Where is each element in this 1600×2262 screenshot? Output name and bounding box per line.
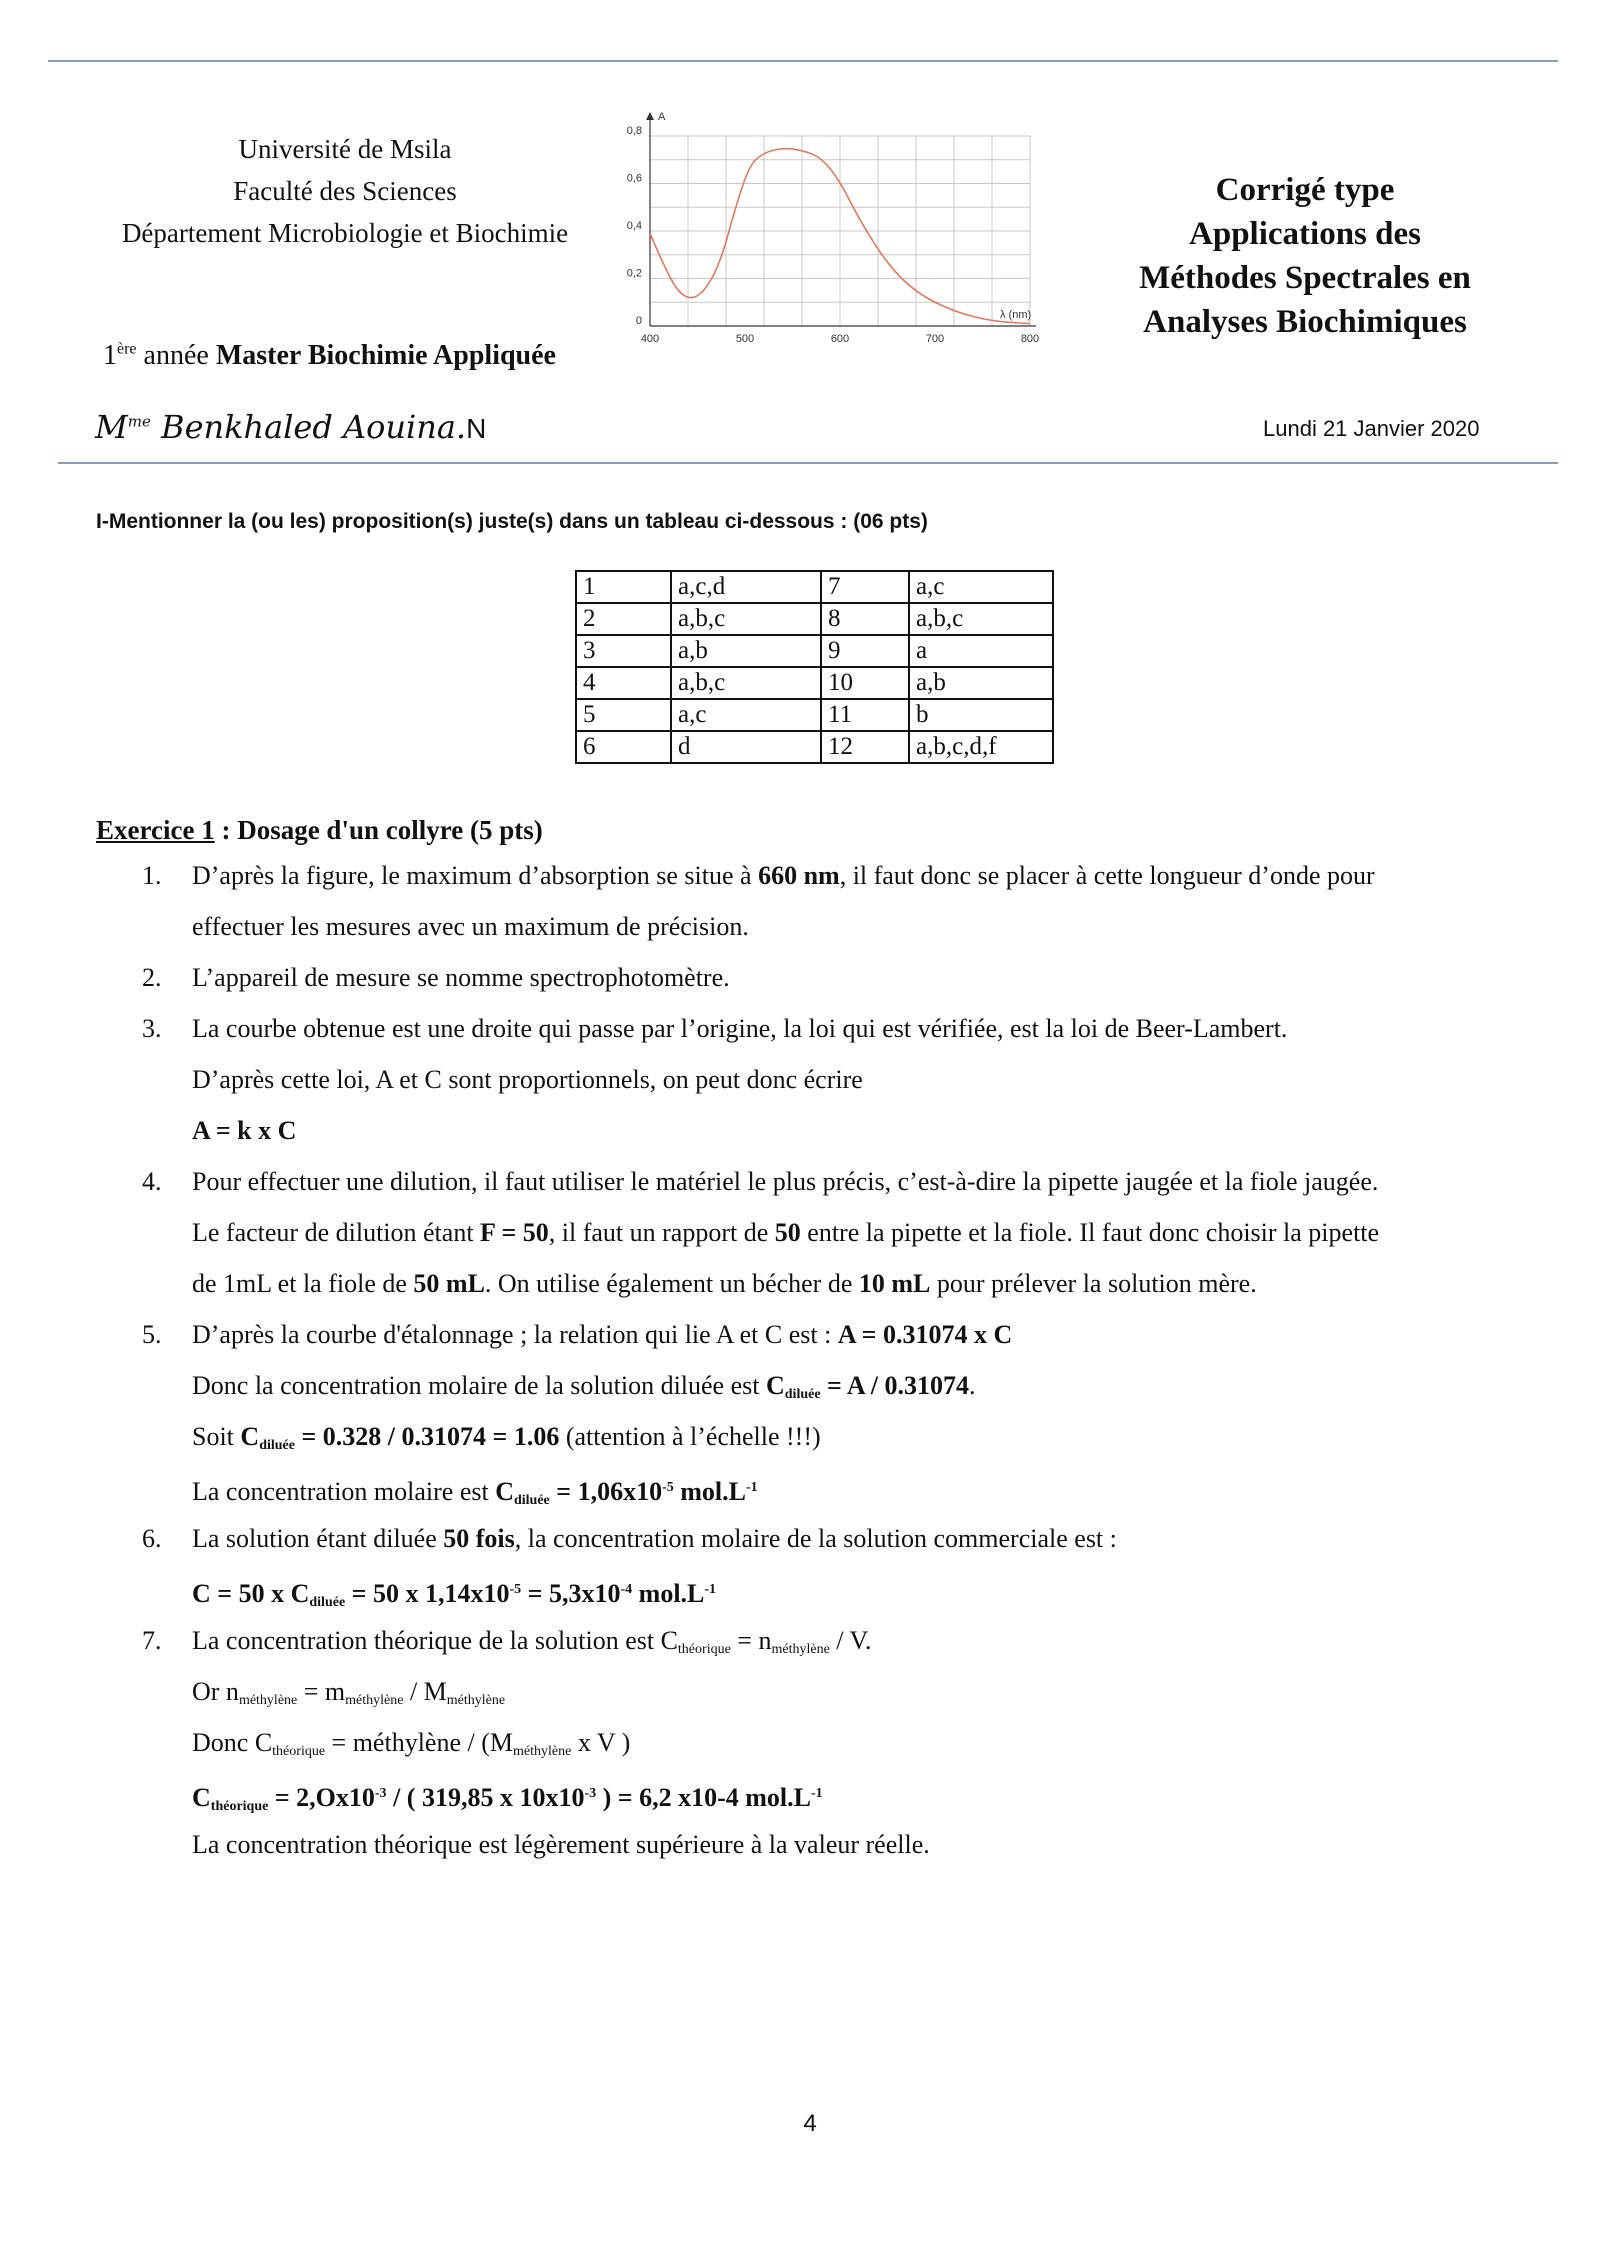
item-7-line-3: [192, 1725, 630, 1770]
text: mol.L: [632, 1579, 705, 1608]
text: mol.L: [673, 1477, 746, 1506]
y-tick-label: 0,4: [626, 220, 642, 232]
item-number-2: 2.: [142, 963, 162, 992]
text: / M: [403, 1677, 447, 1706]
question-number-cell: 10: [821, 667, 909, 699]
subscript: diluée: [309, 1595, 346, 1610]
teacher-initial: N: [466, 413, 487, 444]
answer-cell: a: [909, 635, 1053, 667]
text: C: [192, 1783, 211, 1812]
superscript: -1: [704, 1582, 717, 1597]
exam-date: Lundi 21 Janvier 2020: [1263, 416, 1480, 441]
item-number-1: 1.: [142, 861, 162, 890]
question-number-cell: 12: [821, 731, 909, 763]
text: Le facteur de dilution étant: [192, 1218, 481, 1247]
text: D’après la courbe d'étalonnage ; la relation qui lie A et C est :: [192, 1320, 838, 1349]
text: C: [765, 1371, 785, 1400]
item-6-line-2: [192, 1572, 716, 1621]
superscript: -4: [620, 1582, 633, 1597]
header-rule: [58, 462, 1558, 464]
item-number-5: 5.: [142, 1320, 162, 1349]
question-number-cell: 6: [576, 731, 671, 763]
answer-cell: a,c: [909, 571, 1053, 603]
text: / V.: [829, 1626, 872, 1655]
x-tick-label: 800: [1020, 333, 1040, 345]
text: Soit: [192, 1422, 241, 1451]
text: D’après la figure, le maximum d’absorption se situe à: [192, 861, 759, 890]
title-line-4: Analyses Biochimiques: [1143, 304, 1467, 340]
item-5-line-2: [192, 1368, 976, 1413]
superscript: -5: [509, 1582, 522, 1597]
table-row: [576, 635, 1053, 667]
text: = 2,Ox10: [268, 1783, 375, 1812]
subscript: méthylène: [446, 1693, 506, 1708]
item-7-line-4: [192, 1776, 823, 1825]
x-tick-label: 700: [925, 333, 945, 345]
dilution-count: 50 fois: [443, 1524, 515, 1553]
item-number-3: 3.: [142, 1014, 162, 1043]
text: La concentration théorique de la solution est C: [192, 1626, 678, 1655]
level-mid: année: [136, 340, 216, 371]
y-tick-label: 0: [635, 315, 642, 327]
department-name: Département Microbiologie et Biochimie: [121, 218, 569, 248]
text: de 1mL et la fiole de: [192, 1269, 414, 1298]
exercise-label: Exercice 1: [96, 815, 215, 845]
question-number-cell: 2: [576, 603, 671, 635]
text: La concentration molaire est: [192, 1477, 496, 1506]
text: = n: [730, 1626, 772, 1655]
level-line: [103, 340, 556, 372]
answer-cell: a,b: [671, 635, 821, 667]
teacher-title: M: [95, 408, 128, 446]
subscript: diluée: [513, 1493, 550, 1508]
chart-axes: [646, 112, 1036, 326]
item-7-line-2: [192, 1674, 505, 1719]
answer-cell: a,b,c: [909, 603, 1053, 635]
item-5-line-4: [192, 1470, 758, 1519]
subscript: méthylène: [771, 1642, 830, 1657]
subscript: théorique: [272, 1744, 326, 1759]
x-tick-label: 500: [735, 333, 755, 345]
table-row: [576, 667, 1053, 699]
superscript: -5: [662, 1480, 674, 1495]
item-4-line-2: [192, 1215, 1379, 1251]
answers-table: [575, 570, 1054, 764]
text: . On utilise également un bécher de: [484, 1269, 859, 1298]
level-prefix: 1: [103, 340, 117, 371]
item-number-4: 4.: [142, 1167, 162, 1196]
text: = m: [297, 1677, 346, 1706]
text: / ( 319,85 x 10x10: [386, 1783, 585, 1812]
exercise-title: [96, 815, 543, 846]
subscript: méthylène: [238, 1693, 298, 1708]
c-diluee-calc: [240, 1422, 559, 1451]
teacher-surname: Benkhaled Aouina.: [150, 408, 467, 446]
answer-cell: b: [909, 699, 1053, 731]
item-7-line-5: La concentration théorique est légèrement supérieure à la valeur réelle.: [192, 1830, 930, 1859]
question-number-cell: 11: [821, 699, 909, 731]
text: Donc C: [192, 1728, 273, 1757]
y-axis-label: A: [658, 111, 666, 123]
superscript: -3: [584, 1786, 597, 1801]
title-line-2: Applications des: [1189, 216, 1421, 252]
item-4-line-1: Pour effectuer une dilution, il faut utiliser le matériel le plus précis, c’est-à-dire la pipette jaugée et la fiole jaugée.: [192, 1167, 1379, 1196]
table-row: [576, 699, 1053, 731]
chart-grid: [650, 136, 1030, 326]
superscript: -1: [746, 1480, 758, 1495]
exercise-subtitle: : Dosage d'un collyre (5 pts): [214, 815, 543, 845]
item-6-line-1: [192, 1521, 1117, 1557]
chart-ticks: [627, 111, 1039, 345]
table-row: [576, 731, 1053, 763]
text: Or n: [192, 1677, 239, 1706]
text: , il faut donc se placer à cette longueur d’onde pour: [839, 861, 1375, 890]
subscript: théorique: [677, 1642, 731, 1657]
title-line-3: Méthodes Spectrales en: [1139, 260, 1471, 296]
text: entre la pipette et la fiole. Il faut donc choisir la pipette: [800, 1218, 1380, 1247]
item-3-line-1: La courbe obtenue est une droite qui passe par l’origine, la loi qui est vérifiée, est la loi de Beer-Lambert.: [192, 1014, 1288, 1043]
dilution-factor: F = 50: [480, 1218, 549, 1247]
text: = méthylène / (M: [325, 1728, 514, 1757]
x-axis-label: λ (nm): [1000, 309, 1032, 321]
subscript: diluée: [259, 1438, 295, 1453]
ratio-value: 50: [774, 1218, 801, 1247]
item-4-line-3: [192, 1266, 1257, 1302]
answer-cell: a,c,d: [671, 571, 821, 603]
table-row: [576, 603, 1053, 635]
table-row: [576, 571, 1053, 603]
superscript: -3: [374, 1786, 387, 1801]
x-tick-label: 600: [830, 333, 850, 345]
superscript: -1: [810, 1786, 823, 1801]
text: C = 50 x C: [192, 1579, 310, 1608]
c-diluee-result: [495, 1477, 757, 1506]
wavelength-value: 660 nm: [758, 861, 840, 890]
item-2-line-1: L’appareil de mesure se nomme spectrophotomètre.: [192, 963, 730, 992]
item-5-line-1: [192, 1317, 1012, 1353]
item-1-line-1: [192, 858, 1375, 894]
subscript: diluée: [784, 1387, 821, 1402]
text: ) = 6,2 x10-4 mol.L: [596, 1783, 811, 1812]
text: C: [495, 1477, 514, 1506]
text: La solution étant diluée: [192, 1524, 444, 1553]
question-number-cell: 1: [576, 571, 671, 603]
question-number-cell: 5: [576, 699, 671, 731]
text: = 50 x 1,14x10: [345, 1579, 510, 1608]
y-tick-label: 0,6: [626, 172, 642, 185]
question-number-cell: 4: [576, 667, 671, 699]
answer-cell: a,b: [909, 667, 1053, 699]
question-number-cell: 7: [821, 571, 909, 603]
x-tick-label: 400: [640, 333, 660, 345]
text: = 5,3x10: [521, 1579, 621, 1608]
question-number-cell: 3: [576, 635, 671, 667]
question-number-cell: 8: [821, 603, 909, 635]
answer-cell: a,b,c: [671, 667, 821, 699]
y-tick-label: 0,8: [626, 125, 642, 137]
subscript: méthylène: [513, 1744, 572, 1759]
university-name: Université de Msila: [238, 134, 452, 164]
text: pour prélever la solution mère.: [930, 1269, 1257, 1298]
calibration-equation: A = 0.31074 x C: [837, 1320, 1013, 1349]
subscript: méthylène: [345, 1693, 404, 1708]
answer-cell: d: [671, 731, 821, 763]
document-title: [1090, 168, 1520, 344]
teacher-name: [95, 408, 486, 446]
answer-cell: a,b,c,d,f: [909, 731, 1053, 763]
answer-cell: a,b,c: [671, 603, 821, 635]
flask-volume: 50 mL: [413, 1269, 485, 1298]
item-1-line-2: effectuer les mesures avec un maximum de précision.: [192, 912, 749, 941]
page-number: 4: [803, 2110, 817, 2137]
item-3-line-2: D’après cette loi, A et C sont proportionnels, on peut donc écrire: [192, 1065, 863, 1094]
institution-block: [95, 128, 595, 254]
top-rule: [48, 60, 1558, 62]
c-diluee-expr: [766, 1371, 969, 1400]
subscript: théorique: [210, 1799, 269, 1814]
text: = A / 0.31074: [820, 1371, 969, 1400]
text: = 0.328 / 0.31074 = 1.06: [294, 1422, 560, 1451]
faculty-name: Faculté des Sciences: [233, 176, 457, 206]
item-7-line-1: [192, 1623, 871, 1668]
item-number-6: 6.: [142, 1524, 162, 1553]
y-tick-label: 0,2: [626, 267, 642, 280]
section1-heading: I-Mentionner la (ou les) proposition(s) juste(s) dans un tableau ci-dessous : (06 pts): [96, 510, 928, 533]
text: (attention à l’échelle !!!): [559, 1422, 821, 1451]
text: = 1,06x10: [549, 1477, 663, 1506]
text: x V ): [571, 1728, 631, 1757]
text: .: [969, 1371, 976, 1400]
item-number-7: 7.: [142, 1626, 162, 1655]
question-number-cell: 9: [821, 635, 909, 667]
level-program: Master Biochimie Appliquée: [215, 340, 556, 371]
beer-lambert-formula: A = k x C: [192, 1116, 297, 1145]
teacher-title-sup: me: [127, 412, 151, 431]
text: , il faut un rapport de: [548, 1218, 775, 1247]
title-line-1: Corrigé type: [1215, 172, 1395, 208]
text: C: [240, 1422, 260, 1451]
item-5-line-3: [192, 1419, 821, 1464]
absorption-spectrum-chart: [610, 108, 1070, 378]
level-sup: ère: [117, 340, 137, 358]
y-axis-arrow: [646, 112, 654, 120]
text: , la concentration molaire de la solution commerciale est :: [514, 1524, 1117, 1553]
beaker-volume: 10 mL: [858, 1269, 931, 1298]
text: Donc la concentration molaire de la solution diluée est: [192, 1371, 766, 1400]
answer-cell: a,c: [671, 699, 821, 731]
